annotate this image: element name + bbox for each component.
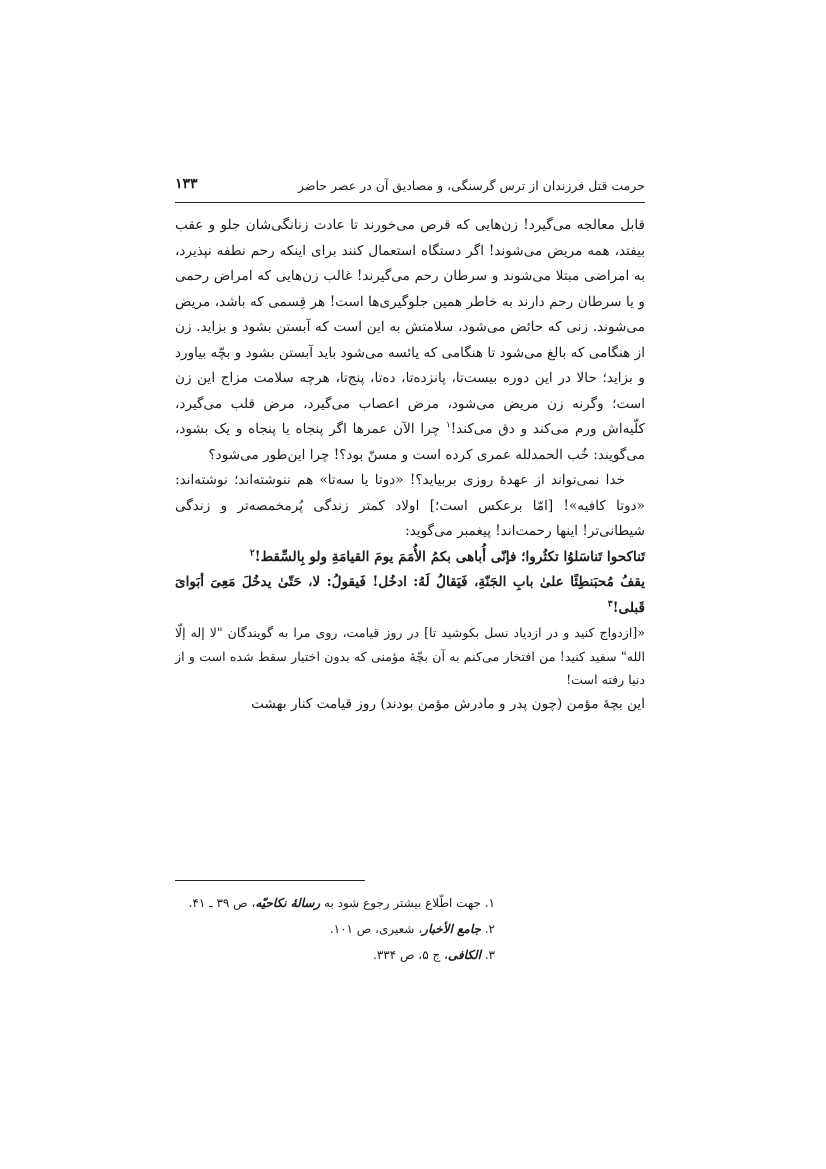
translation: «[ازدواج کنید و در ازدیاد نسل بکوشید تا] در روز قیامت، روی مرا به گویندگان "لا إله إلّا الله" سفید کنید! من افتخار می‌کنم به آن بچّهٔ مؤمنی که بدون اختیار سقط شده است و از دنیا رفته است! bbox=[175, 625, 645, 687]
page-content bbox=[175, 170, 645, 870]
body-text bbox=[175, 213, 645, 717]
footnote-ref: ۲ bbox=[249, 547, 255, 558]
footnote: ۳. الکافی، ج ۵، ص ۳۳۴. bbox=[373, 948, 495, 962]
footnote-separator bbox=[175, 880, 365, 881]
chapter-title: حرمت قتل فرزندان از ترس گرسنگی، و مصادیق آن در عصر حاضر bbox=[297, 178, 645, 193]
page-number: ۱۳۳ bbox=[175, 176, 198, 192]
hadith-quote: یقفُ مُحبَنطِئًا علیٰ بابِ الجَنّةِ، فَیَقالُ لَهُ: ادخُل! فَیقولُ: لا، حَتّیٰ یدخُلَ مَعِیَ أبَوایَ قَبلی!$^۳$ bbox=[175, 574, 645, 616]
footnote-ref: ۳ bbox=[607, 598, 613, 609]
running-header bbox=[175, 170, 645, 203]
footnotes bbox=[175, 890, 645, 968]
paragraph: خدا نمی‌تواند از عهدهٔ روزی بربیاید؟! «دوتا یا سه‌تا» هم ننوشته‌اند؛ نوشته‌اند: «دوتا کافیه»! [امّا برعکس است؛] اولاد کمتر زندگی پُرمخمصه‌تر و زندگی شیطانی‌تر! اینها رحمت‌اند! پیغمبر می‌گوید: bbox=[175, 472, 645, 539]
footnote-ref: ۱ bbox=[445, 420, 451, 431]
footnote: ۱. جهت اطّلاع بیشتر رجوع شود به رسالهٔ نکاحیّه، ص ۳۹ ـ ۴۱. bbox=[188, 896, 495, 910]
paragraph: قابل معالجه می‌گیرد! زن‌هایی که قرص می‌خورند تا عادت زنانگی‌شان جلو و عقب بیفتد، همه مریض می‌شوند! اگر دستگاه استعمال کنند برای اینکه رحم نطفه نپذیرد، به امراضی مبتلا می‌شوند و سرطان رحم می‌گیرند! غالب زن‌هایی که امراض رحمی و یا سرطان رحم دارند به خاطر همین جلوگیری‌ها است! هر قِسمی که باشد، مریض می‌شوند. زنی که حائض می‌شود، سلامتش به این است که آبستن بشود و بزاید. زن از هنگامی که بالغ می‌شود تا هنگامی که یائسه می‌شود باید آبستن بشود و بچّه بیاورد و بزاید؛ حالا در این دوره بیست‌تا، پانزده‌تا، ده‌تا، پنج‌تا، هرچه سلامت مزاج این زن است؛ وگرنه زن مریض می‌شود، مرض اعصاب می‌گیرد، مرض قلب می‌گیرد، کلّیه‌اش ورم می‌کند و دق می‌کند!$^۱$ چرا الآن عمرها اگر پنجاه یا پنجاه و یک بشود، می‌گویند: خُب الحمدلله عمری کرده است و مسنّ بود؟! چرا این‌طور می‌شود؟ bbox=[175, 217, 645, 463]
paragraph: این بچهٔ مؤمن (چون پدر و مادرش مؤمن بودند) روز قیامت کنار بهشت bbox=[251, 695, 645, 712]
hadith-quote: تَناكحوا تَناسَلوُا تكثُروا؛ فإنّی أُباهی بكمُ الأُمَمَ یومَ القیامَةِ ولو بِالسِّقط!$^۲$ bbox=[249, 547, 645, 565]
footnote: ۲. جامع الأخبار، شعیری، ص ۱۰۱. bbox=[329, 922, 495, 936]
